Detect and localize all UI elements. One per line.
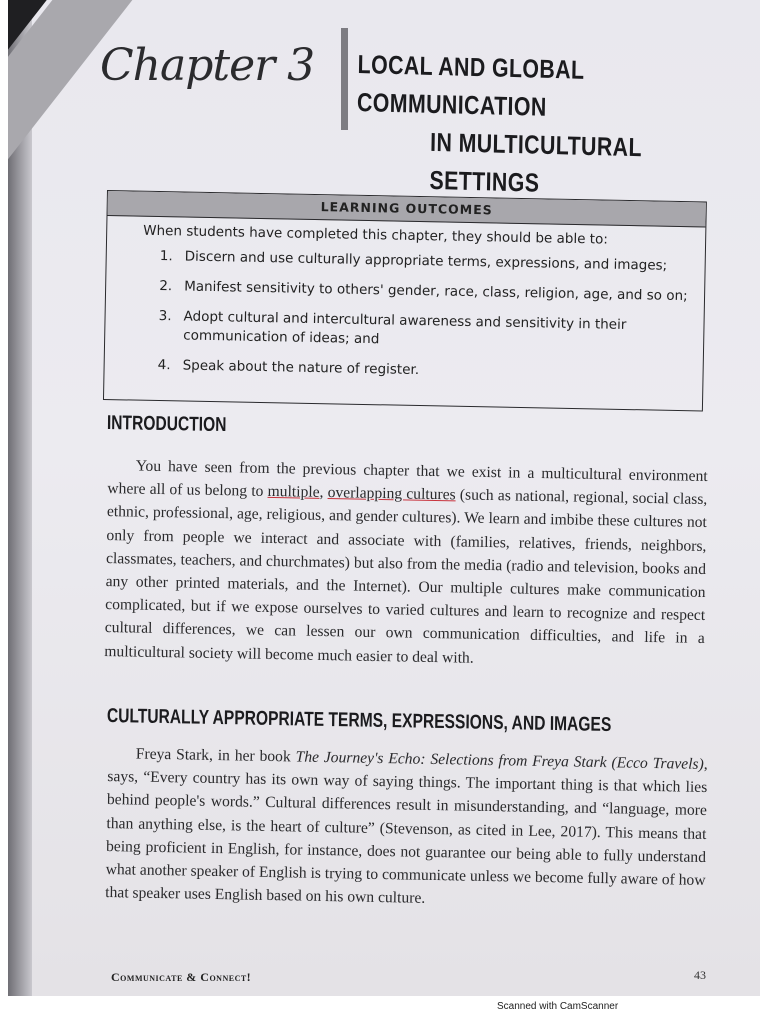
footer-book-name: Communicate & Connect!	[111, 970, 252, 984]
list-item-text: Adopt cultural and intercultural awareness and sensitivity in their communication of ideas; and	[183, 308, 627, 348]
list-item	[106, 276, 704, 306]
title-divider	[341, 28, 348, 130]
scanner-watermark: Scanned with CamScanner	[497, 1001, 619, 1012]
list-item-number: 3.	[158, 308, 172, 325]
learning-outcomes-list	[104, 246, 704, 385]
list-item-text: Discern and use culturally appropriate terms, expressions, and images;	[184, 248, 668, 274]
chapter-label: Chapter 3	[100, 40, 315, 91]
underlined-word: multiple	[267, 483, 320, 502]
list-item-number: 2.	[159, 278, 173, 295]
intro-text-sep: ,	[319, 484, 328, 502]
intro-text-start: You have seen from the previous chapter that we exist in a multicultural environment where all of us belong to	[107, 457, 708, 501]
terms-section-heading: CULTURALLY APPROPRIATE TERMS, EXPRESSIONS, AND IMAGES	[106, 705, 612, 737]
page-number: 43	[694, 968, 706, 982]
learning-outcomes-heading: LEARNING OUTCOMES	[108, 191, 706, 227]
list-item	[105, 306, 704, 355]
introduction-heading: INTRODUCTION	[106, 412, 227, 437]
book-title: The Journey's Echo: Selections from Freya Stark (Ecco Travels)	[295, 748, 704, 773]
list-item	[107, 246, 705, 276]
intro-text-rest: (such as national, regional, social class, ethnic, professional, age, religious, and gender cultures). We learn and imbibe these cultures not only from people we interact and associate with (families, relatives, friends, neighbors, classmates, teachers, and churchmates) but also from the media (radio and television, books and any other printed materials, and the Internet). Our multiple cultures make communication complicated, but if we expose ourselves to varied cultures and learn to recognize and respect cultural differences, we can lessen our own communication difficulties, and life in a multicultural society will become much easier to deal with.	[104, 486, 708, 667]
list-item-number: 1.	[159, 248, 173, 265]
learning-outcomes-intro: When students have completed this chapter, they should be able to:	[143, 222, 609, 248]
list-item-text: Manifest sensitivity to others' gender, race, class, religion, age, and so on;	[184, 278, 688, 305]
chapter-title-line1: LOCAL AND GLOBAL COMMUNICATION	[356, 48, 585, 122]
chapter-title	[355, 45, 649, 204]
list-item-text: Speak about the nature of register.	[182, 357, 420, 379]
learning-outcomes-box	[103, 190, 707, 411]
list-item	[104, 355, 702, 385]
book-page	[8, 0, 760, 996]
terms-section-paragraph	[105, 742, 708, 915]
terms-text-rest: , says, “Every country has its own way of saying things. The important thing is that which lies behind people's words.” Cultural differences result in misunderstanding, and “language, more than anything else, is the heart of culture” (Stevenson, as cited in Lee, 2017). This means that being proficient in English, for instance, does not guarantee our being able to fully understand what another speaker of English is trying to communicate unless we become fully aware of how that speaker uses English based on his own culture.	[105, 755, 708, 908]
chapter-title-line2: IN MULTICULTURAL SETTINGS	[429, 126, 642, 198]
underlined-phrase: overlapping cultures	[327, 484, 456, 504]
introduction-paragraph	[104, 454, 708, 674]
list-item-number: 4.	[157, 357, 171, 374]
terms-text-start: Freya Stark, in her book	[135, 745, 296, 766]
